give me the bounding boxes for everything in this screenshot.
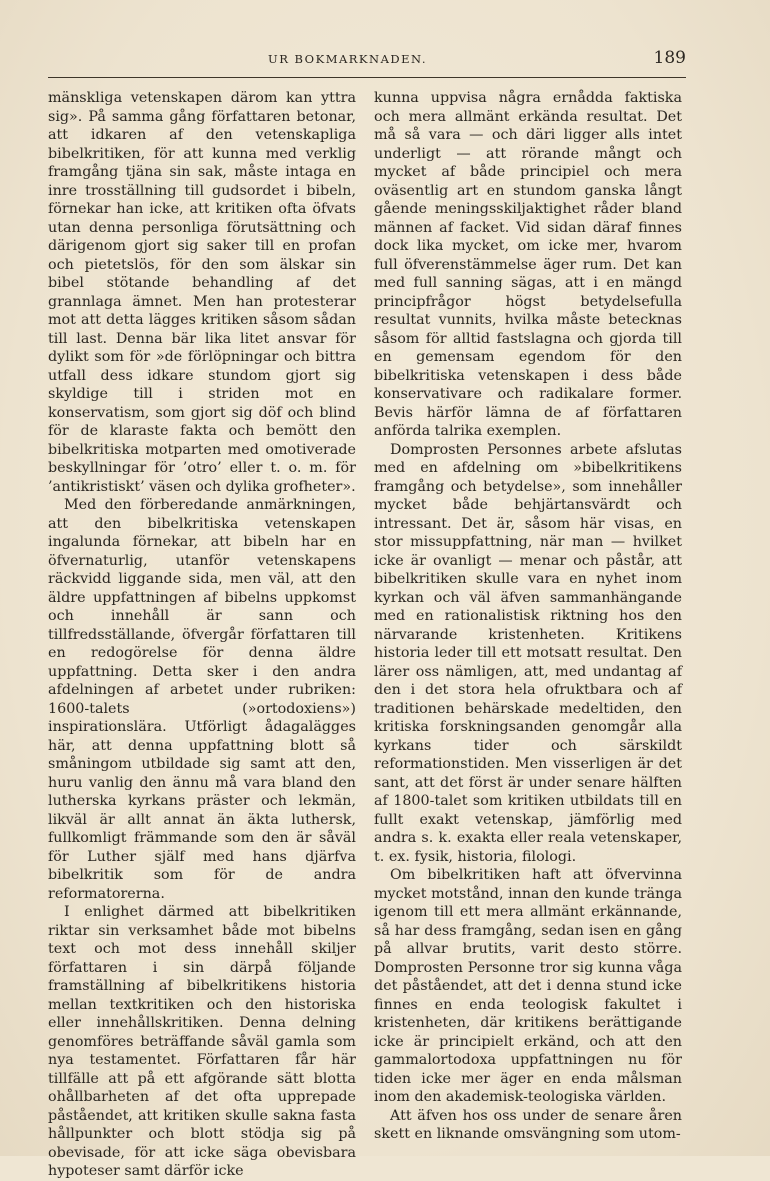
paragraph: I enlighet därmed att bibelkritiken riktar sin verksamhet både mot bibelns text och mot dess innehåll skiljer författaren i sin därpå följande framställning af bibelkritikens historia mellan textkritiken och den historiska eller innehållskritiken. Denna delning genomföres beträffande såväl gamla som nya testamentet. Författaren får här tillfälle att på ett afgörande sätt blotta ohållbarheten af det ofta upprepade påståendet, att kritiken skulle sakna fasta hållpunkter och blott stödja sig på obevisade, för att icke säga obevisbara hypoteser samt därför icke [48,904,356,1179]
paragraph: Att äfven hos oss under de senare åren skett en liknande omsvängning som utom- [374,1107,682,1142]
paragraph: mänskliga vetenskapen därom kan yttra sig». På samma gång författaren betonar, att idkaren af den vetenskapliga bibelkritiken, för att kunna med verklig framgång tjäna sin sak, måste intaga en inre trosställning till gudsordet i bibeln, förnekar han icke, att kritiken ofta öfvats utan denna personliga förutsättning och därigenom gjort sig saker till en profan och pietetslös, för den som älskar sin bibel stötande behandling af det grannlaga ämnet. Men han protesterar mot att detta lägges kritiken såsom sådan till last. Denna bär lika litet ansvar för dylikt som för »de förlöpningar och bittra utfall dess idkare stundom gjort sig skyldige till i striden mot en konservatism, som gjort sig döf och blind för de klaraste fakta och bemött den bibelkritiska motparten med omotiverade beskyllningar för ’otro’ eller t. o. m. för ’antikristiskt’ väsen och dylika grofheter». [48,90,356,495]
running-title: UR BOKMARKNADEN. [268,52,427,66]
page-number: 189 [653,48,686,68]
page-header [48,48,686,72]
paragraph: kunna uppvisa några ernådda faktiska och mera allmänt erkända resultat. Det må så vara — och däri ligger alls intet underligt — att rörande mångt och mycket af både principiel och mera oväsentlig art en stundom ganska långt gående meningsskiljaktighet råder bland männen af facket. Vid sidan däraf finnes dock lika mycket, om icke mer, hvarom full öfverenstämmelse äger rum. Det kan med full sanning sägas, att i en mängd principfrågor högst betydelsefulla resultat vunnits, hvilka måste betecknas såsom för alltid fastslagna och gjorda till en gemensam egendom för den bibelkritiska vetenskapen i dess både konservativare och radikalare former. Bevis härför lämna de af författaren anförda talrika exemplen. [374,90,682,439]
header-rule [48,77,686,78]
right-column [374,89,682,1144]
paragraph: Domprosten Personnes arbete afslutas med en afdelning om »bibelkritikens framgång och betydelse», som innehåller mycket både behjärtansvärdt och intressant. Det är, såsom här visas, en stor missuppfattning, när man — hvilket icke är ovanligt — menar och påstår, att bibelkritiken skulle vara en nyhet inom kyrkan och väl äfven sammanhängande med en rationalistisk riktning hos den närvarande kristenheten. Kritikens historia leder till ett motsatt resultat. Den lärer oss nämligen, att, med undantag af den i det stora hela ofruktbara och af traditionen behärskade medeltiden, den kritiska forskningsanden genomgår alla kyrkans tider och särskildt reformationstiden. Men visserligen är det sant, att det först är under senare hälften af 1800-talet som kritiken utbildats till en fullt exakt vetenskap, jämförlig med andra s. k. exakta eller reala vetenskaper, t. ex. fysik, historia, filologi. [374,441,682,865]
paragraph: Om bibelkritiken haft att öfvervinna mycket motstånd, innan den kunde tränga igenom till ett mera allmänt erkännande, så har dess framgång, sedan isen en gång på allvar brutits, varit desto större. Domprosten Personne tror sig kunna våga det påståendet, att det i denna stund icke finnes en enda teologisk fakultet i kristenheten, där kritikens berättigande icke är principielt erkänd, och att den gammalortodoxa uppfattningen nu för tiden icke mer äger en enda målsman inom den akademisk-teologiska världen. [374,867,682,1105]
left-column [48,89,356,1181]
paragraph: Med den förberedande anmärkningen, att den bibelkritiska vetenskapen ingalunda förnekar, att bibeln har en öfvernaturlig, utanför vetenskapens räckvidd liggande sida, men väl, att den äldre uppfattningen af bibelns uppkomst och innehåll är sann och tillfredsställande, öfvergår författaren till en redogörelse för denna äldre uppfattning. Detta sker i den andra afdelningen af arbetet under rubriken: 1600-talets (»ortodoxiens») inspirationslära. Utförligt ådagalägges här, att denna uppfattning blott så småningom utbildade sig samt att den, huru vanlig den ännu må vara bland den lutherska kyrkans präster och lekmän, likväl är allt annat än äkta luthersk, fullkomligt främmande som den är såväl för Luther själf med hans djärfva bibelkritik som för de andra reformatorerna. [48,497,356,902]
